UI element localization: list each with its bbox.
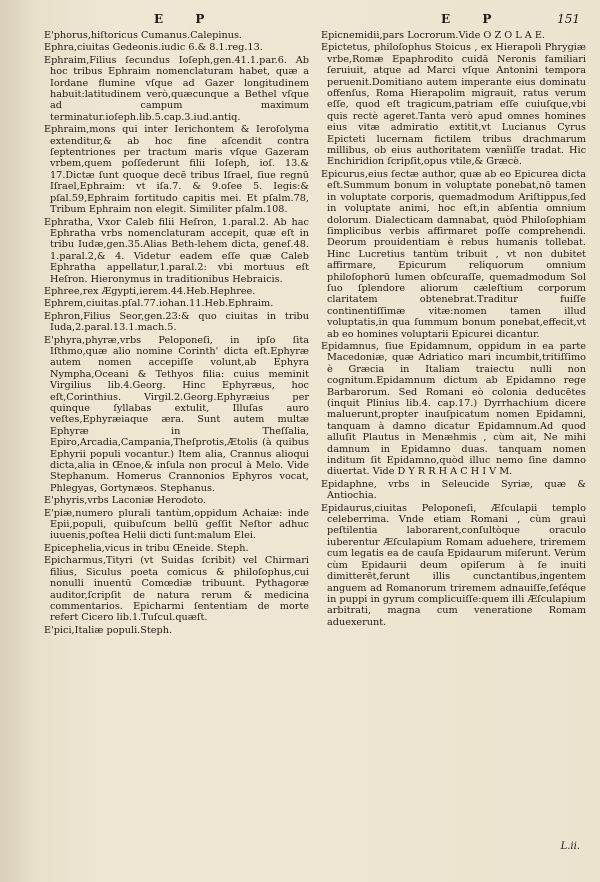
signature-mark: L.ii. xyxy=(560,841,580,852)
entry-ephraim-mountain: Ephraim,mons qui inter Ierichontem & Ieroſolyma extenditur,& ab hoc fine aſcendit contra ſeptentriones per tractum maris vſque Gazeram vrbem,quem poſſederunt filii Ioſeph, ioſ. 13.& 17.Dictæ ſunt quoque decē tribus Iſrael, ſiue regnū Iſrael,Ephraim: vt iſa.7. & 9.oſee 5. Iegis:& pſal.59,Ephraim fortitudo capitis mei. Et pſalm.78, Tribum Ephraim non elegit. Similiter pſalm.108. xyxy=(44,124,309,216)
page-number: 151 xyxy=(557,12,580,26)
entry-epici: E'pici,Italiæ populi.Steph. xyxy=(44,624,173,636)
entry-ephrem: Ephrem,ciuitas.pſal.77.iohan.11.Heb.Ephraim. xyxy=(44,298,274,310)
entry-ephron: Ephron,Filius Seor,gen.23:& quo ciuitas in tribu Iuda,2.paral.13.1.mach.5. xyxy=(44,310,309,334)
entry-epidamnus: Epidamnus, ſiue Epidamnum, oppidum in ea parte Macedoniæ, quæ Adriatico mari incumbit,tritiſſimo è Græcia in Italiam traiectu nulli non cognitum.Epidamnum dictum ab Epidamno rege Barbarorum. Sed Romani eò colonia deducētes (inquit Plinius lib.4. cap.17.) Dyrrhachium dicere maluerunt,propter inauſpicatum nomen Epidamni, tanquam à damno dicatur Epidamnum.Ad quod alluſit Plautus in Menæhmis , cùm ait, Ne mihi damnum in Epidamno duas. tanquam nomen inditum ſit Epidamno,quòd illuc nemo ſine damno diuertat. Vide D Y R R H A C H I V M. xyxy=(321,340,586,478)
entry-ephraim-son: Ephraim,Filius ſecundus Ioſeph,gen.41.1.par.6. Ab hoc tribus Ephraim nomenclaturam habet, quæ a Iordane flumine vſque ad Gazer longitudinem habuit:latitudinem verò,quæcunque a Bethel vſque ad campum maximum terminatur.ioſeph.lib.5.cap.3.iud.antiq. xyxy=(44,54,309,123)
entry-epicephelia: Epicephelia,vicus in tribu Œneide. Steph. xyxy=(44,542,249,554)
text-columns xyxy=(44,30,586,637)
entry-epidaphne: Epidaphne, vrbs in Seleucide Syriæ, quæ & Antiochia. xyxy=(321,478,586,502)
entry-ephorus: E'phorus,hiſtoricus Cumanus.Calepinus. xyxy=(44,30,243,41)
page-header xyxy=(44,10,586,30)
header-right-letters: E P xyxy=(441,12,506,26)
entry-ephyris: E'phyris,vrbs Laconiæ Herodoto. xyxy=(44,495,207,507)
entry-ephratha: Ephratha, Vxor Caleb filii Heſron, 1.paral.2. Ab hac Ephratha vrbs nomenclaturam accepit, quæ eſt in tribu Iudæ,gen.35.Alias Beth-lehem dicta, geneſ.48. 1.paral.2,& 4. Videtur eadem eſſe quæ Caleb Ephratha appellatur,1.paral.2: vbi mortuus eſt Heſron. Hieronymus in traditionibus Hebraicis. xyxy=(44,216,309,285)
entry-ephree: Ephree,rex Ægypti,ierem.44.Heb.Hephree. xyxy=(44,285,256,297)
entry-epicharmus: Epicharmus,Tityri (vt Suidas ſcribit) vel Chirmari filius, Siculus poeta comicus & philoſophus,cui nonulli inuentū Comœdiæ tribuunt. Pythagoræ auditor,ſcripſit de natura rerum & medicina commentarios. Epicharmi ſententiam de morte refert Cicero lib.1.Tuſcul.quæſt. xyxy=(44,555,309,624)
entry-epidaurus: Epidaurus,ciuitas Peloponeſi, Æſculapii templo celeberrima. Vnde etiam Romani , cùm grauì peſtilentia laborarent,conſultòque oraculo iuberentur Æſculapium Romam aduehere, triremem cum legatis ea de cauſa Epidaurum miſerunt. Verùm cùm Epidaurii deum opiſerum à ſe inuiti dimitterēt,ferunt illis cunctantibus,ingentem anguem ad Romanorum triremem adnauiſſe,ſeſéque in puppi in gyrum complicuiſſe:quem illi Æſculapium arbitrati, magna cum veneratione Romam aduexerunt. xyxy=(321,502,586,628)
right-column xyxy=(321,30,586,637)
entry-epictetus: Epictetus, philoſophus Stoicus , ex Hierapoli Phrygiæ vrbe,Romæ Epaphrodito cuidā Neronis familiari ſeruiuit, atque ad Marci vſque Antonini tempora peruenit.Domitiano autem imperante eius dominatu offenſus, Roma Hierapolim migrauit, ratus verum eſſe, quod eſt tragicum,patriam eſſe cuiuſque,vbi quis rectè ageret.Tanta verò apud omnes homines eius vitæ admiratio extitit,vt Lucianus Cyrus Epicteti lucernam fictilem tribus drachmarum millibus, ob eius authoritatem vænîiſſe tradat. Hic Enchiridion ſcripſit,opus vtile,& Græcè. xyxy=(321,42,586,168)
entry-epiae: E'piæ,numero plurali tantùm,oppidum Achaiæ: inde Epii,populi, quibuſcum bellū geſſit Neſtor adhuc iuuenis,poſtea Helii dicti ſunt:malum Elei. xyxy=(44,507,309,542)
header-left-letters: E P xyxy=(154,12,219,26)
entry-epicnemidii: Epicnemidii,pars Locrorum.Vide O Z O L A E. xyxy=(321,30,546,41)
entry-ephyra: E'phyra,phyræ,vrbs Peloponeſi, in ipſo ſita Iſthmo,quæ alio nomine Corinth' dicta eſt.Ephyræ autem nomen accepiſſe volunt,ab Ephyra Nympha,Oceani & Tethyos filia: cuius meminit Virgilius lib.4.Georg. Hinc Ephyræus, hoc eſt,Corinthius. Virgil.2.Georg.Ephyræius per quinque ſyllabas extulit, Illuſas auro veſtes,Ephyræiaque æra. Sunt autem multæ Ephyræ in Theſſalia, Epiro,Arcadia,Campania,Theſprotis,Ætolis (à quibus Ephyrii populi vocantur.) Item alia, Crannus alioqui dicta,alia in Œnoe,& inſula non procul à Melo. Vide Stephanum. Homerus Crannonios Ephyros vocat, Phlegyas, Gortynæos. Stephanus. xyxy=(44,334,309,494)
entry-epicurus: Epicurus,eius ſectæ author, quæ ab eo Epicurea dicta eſt.Summum bonum in voluptate ponebat,nō tamen in voluptate corporis, quemadmodum Ariſtippus,ſed in voluptate animi, hoc eſt,in abſentia omnium dolorum. Dialecticam damnabat, quòd Philoſophiam ſimplicibus verbis affirmaret poſſe comprehendi. Deorum prouidentiam è rebus humanis tollebat. Hinc Lucretius tantùm tribuit , vt non dubitet affirmare, Epicurum reliquorum omnium philoſophorū lumen obſcuraſſe, quemadmodum Sol ſuo ſplendore aliorum cæleſtium corporum claritatem obtenebrat.Traditur fuiſſe continentiſſimæ vitæ:nomen tamen illud voluptatis,in qua ſummum bonum ponebat,effecit,vt ab eo homines voluptarii Epicurei dicantur. xyxy=(321,168,586,340)
entry-ephra: Ephra,ciuitas Gedeonis.iudic 6.& 8.1.reg.13. xyxy=(44,42,263,54)
left-column xyxy=(44,30,309,637)
